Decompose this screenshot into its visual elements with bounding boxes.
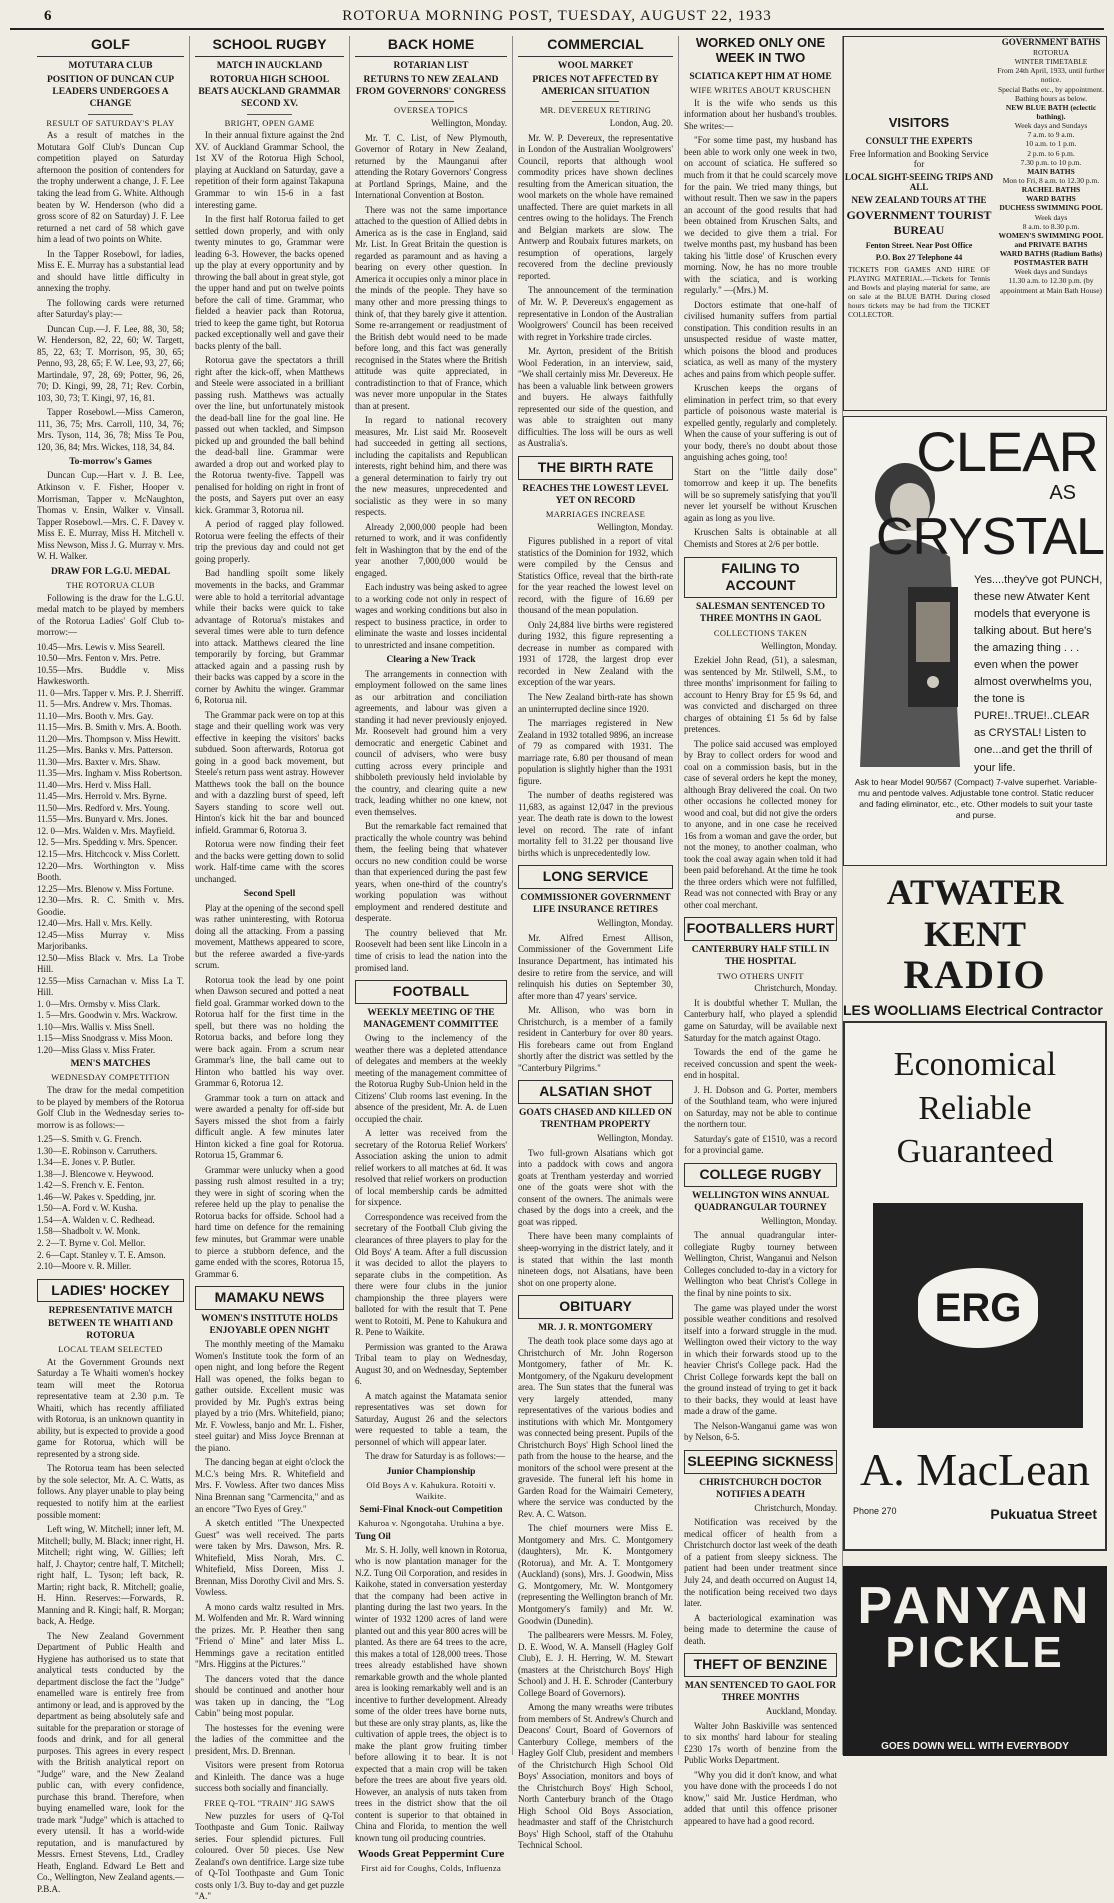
- paragraph: Bad handling spoilt some likely movements in the backs, and Grammar were able to hold a territorial advantage while their backs were quick to take advantage of Rotorua's mistakes and several times were able to turn defence into attack. Matthews cleared the line temporarily by forcing, but Grammar attacked again and a passing rush by their backs was capped by a score in the corner by Awhitu the winger. Grammar 6, Rotorua nil.: [195, 568, 344, 706]
- paragraph: The Nelson-Wanganui game was won by Nelson, 6-5.: [684, 1420, 837, 1443]
- baths-timetable: [996, 37, 1106, 295]
- dateline: London, Aug. 20.: [609, 118, 673, 129]
- timetable-line: Special Baths etc., by appointment. Bathing hours as below.: [997, 84, 1105, 103]
- mens-sub: WEDNESDAY COMPETITION: [51, 1072, 170, 1083]
- paragraph: New puzzles for users of Q-Tol Toothpaste and Gum Tonic. Railway series. Four splendid pictures. Full coloured. Over 50 pieces. Use New Zealand's own dentifrice. Large size tube of Q-Tol Toothpaste and Gum Tonic costs only 1/3. Buy to-day and get puzzle "A.": [195, 1810, 344, 1902]
- paragraph: Notification was received by the medical officer of health from a Christchurch doctor last week of the death of a patient from sleepy sickness. The patient had been under treatment since July 24, and death occurred on August 14, the notification being received two days later.: [684, 1517, 837, 1609]
- paragraph: A mono cards waltz resulted in Mrs. M. Wolfenden and Mr. R. Ward winning the prizes. Mr. P. Heather then sang "Friend o' Mine" and later Miss L. Hemmings gave a recitation entitled "Mrs. Higgins at the Pictures.": [195, 1601, 344, 1670]
- alsatian-section-head: ALSATIAN SHOT: [518, 1080, 673, 1104]
- divider: [408, 101, 454, 102]
- masthead: [10, 6, 1104, 30]
- paragraph: The death took place some days ago at Christchurch of Mr. John Rogerson Montgomery, father of Mr. K. Montgomery, of the Ngakuru development area. The Sun states that the funeral was very largely attended, many representatives of the various bodies and institutions with which Mr. Montgomery was connected being present. Pupils of the Christchurch Boys' High School lined the path from the house to the hearse, and the monitors of the school were present at the graveside. The funeral left his home in Garden Road for the Waimairi Cemetery, where the service was conducted by the Rev. A. C. Watson.: [518, 1336, 673, 1519]
- draw-line: 12.40—Mrs. Hall v. Mrs. Kelly.: [37, 918, 153, 929]
- paragraph: There was not the same importance attached to the question of Allied debts in America as is the case in England, said Mr. List. In Great Britain the question is regarded as paramount and as having a bearing on every other question. In America it occupies only a minor place in the minds of the people. They have so many other and more pressing things to think of, that they barely give it attention. Some re-arrangement or readjustment of the British debt would need to be made before long, and this fact was generally recognised in the States where the British attitude was quite appreciated, in contradistinction to that of France, which was never more unpopular in the States than at present.: [355, 204, 507, 411]
- failing-tag: COLLECTIONS TAKEN: [713, 627, 808, 638]
- golf-subhead: RESULT OF SATURDAY'S PLAY: [46, 117, 175, 128]
- paragraph: Duncan Cup.—J. F. Lee, 88, 30, 58; W. Henderson, 82, 22, 60; W. Targett, 85, 22, 63; T. Morrison, 95, 30, 65; Penno, 93, 28, 65; F. W. Lee, 93, 27, 66; Martindale, 97, 28, 69; Potter, 96, 26, 70; D. Kingi, 99, 28, 71; Rev. Corbin, 103, 30, 73; T. Kingi, 97, 16, 81.: [37, 323, 184, 403]
- footballers-tag: TWO OTHERS UNFIT: [717, 970, 804, 981]
- draw-line: 12.25—Mrs. Blenow v. Miss Fortune.: [37, 883, 174, 894]
- paragraph: In their annual fixture against the 2nd XV. of Auckland Grammar School, the 1st XV of the Rotorua High School, playing at Auckland on Saturday, gave a repetition of their form against Takapuna Grammar to win 15-6 in a fast interesting game.: [195, 130, 344, 210]
- dateline: Wellington, Monday.: [597, 918, 673, 929]
- paragraph: Kruschen Salts is obtainable at all Chemists and Stores at 2/6 per bottle.: [684, 527, 837, 549]
- paragraph: Start on the "little daily dose" tomorrow and keep it up. The benefits will be so supremely satisfying that you'll never let yourself be without Kruschen again as long as you live.: [684, 466, 837, 523]
- failing-headline: SALESMAN SENTENCED TO THREE MONTHS IN GAOL: [696, 602, 825, 625]
- birthrate-headline: REACHES THE LOWEST LEVEL YET ON RECORD: [522, 483, 669, 506]
- draw-line: 1.34—E. Jones v. P. Butler.: [37, 1157, 136, 1168]
- paragraph: Duncan Cup.—Hart v. J. B. Lee, Atkinson v. F. Fisher, Hooper v. Morrisman, Tapper v. McNaughton, Thomas v. Ensin, Walker v. Vinsall. Tapper Rosebowl.—Mrs. C. F. Davey v. Miss E. E. Murray, Miss H. Mitchell v. Miss Newson, Miss J. G. Murray v. Mrs. W. H. Walker.: [37, 470, 184, 562]
- paragraph: The New Zealand Government Department of Public Health and Hygiene has authorised us to state that analytical tests conducted by the department disclose the fact the "Judge" enamelled ware is entirely free from antimony or lead, and is approved by the department as being absolutely safe and suitable for the preparation or storage of foods and drink, and for all general purposes. This agrees in every respect with the British analytical report on "Judge" ware, and the New Zealand public can, with every confidence, purchase this brand. Therefore, when buying enamelled ware, look for the trade mark "Judge" which is attached to every utensil. It has a world-wide reputation, and is manufactured by Messrs. Ernest Stevens, Ltd., Cradley Heath, England. Edward Le Bett and Co., Wellington, New Zealand agents.—P.B.A.: [37, 1630, 184, 1894]
- draw-line: 1. 5—Mrs. Goodwin v. Mrs. Wackrow.: [37, 1010, 178, 1021]
- clear-ad-body: Yes....they've got PUNCH, these new Atwater Kent models that everyone is talking about. But here's the amazing thing . . . even when the power almost overwhelms you, the tone is PURE!..TRUE!..CLEAR as CRYSTAL! Listen to one...and get the thrill of your life.: [974, 574, 1103, 774]
- clear-ad-models: Ask to hear Model 90/567 (Compact) 7-valve superhet. Variable-mu and pentode valves. Adjustable tone control. Static reducer and fading eliminator, etc., etc. Other models to suit your taste and purse.: [854, 777, 1098, 821]
- kruschen-tag: WIFE WRITES ABOUT KRUSCHEN: [690, 85, 831, 96]
- golf-headline: POSITION OF DUNCAN CUP LEADERS UNDERGOES A CHANGE: [46, 75, 175, 110]
- draw-line: 12. 0—Mrs. Walden v. Mrs. Mayfield.: [37, 825, 176, 836]
- paragraph: In the first half Rotorua failed to get settled down properly, and with only twenty minutes to go, Grammar were leading 6-3. However, the backs opened up the play at every opportunity and by throwing the ball about in great style, got the upper hand and put on twelve points before the call of time. Grammar, who fielded a heavier pack than Rotorua, tried to keep the game tight, but Rotorua packed exceptionally well and gave their backs plenty of the ball.: [195, 214, 344, 351]
- draw-line: 1.30—E. Robinson v. Carruthers.: [37, 1145, 158, 1156]
- semi-line: Kahuroa v. Ngongotaha. Utuhina a bye.: [357, 1517, 505, 1528]
- obituary-section-head: OBITUARY: [518, 1295, 673, 1319]
- paragraph: The pallbearers were Messrs. M. Foley, D. E. Wood, W. A. Mansell (Hagley Golf Club), E. J. H. Herring, W. M. Stewart (masters at the Christchurch Boys' High School) and J. H. E. Schroder (Canterbury College Board of Governors).: [518, 1630, 673, 1698]
- paragraph: J. H. Dobson and G. Porter, members of the Southland team, who were injured on Saturday, may not be able to continue the northern tour.: [684, 1084, 837, 1130]
- draw-line: 1.54—A. Walden v. C. Redhead.: [37, 1214, 155, 1225]
- erg-logo: ERG: [918, 1268, 1038, 1348]
- slogan-reliable: Reliable: [918, 1089, 1032, 1127]
- erg-slogan: [845, 1043, 1105, 1174]
- paragraph: There have been many complaints of sheep-worrying in the district lately, and it is stated that within the last month nineteen dogs, not Alsatians, have been shot on one property alone.: [518, 1231, 673, 1288]
- paragraph: Permission was granted to the Arawa Tribal team to play on Wednesday, August 30, and on Wednesday, September 6.: [355, 1341, 507, 1387]
- paragraph: The announcement of the termination of Mr. W. P. Devereux's engagement as representative in London of the Australian Woolgrowers' Council has been received with regret in Yorkshire trade circles.: [518, 285, 673, 342]
- draw-line: 11.45—Mrs. Herrold v. Mrs. Byrne.: [37, 791, 167, 802]
- paragraph: A match against the Matamata senior representatives was set down for Saturday, August 26 and the selectors were requested to table a team, the personnel of which will appear later.: [355, 1390, 507, 1447]
- timetable-line: DUCHESS SWIMMING POOL: [999, 203, 1103, 213]
- football-section-head: FOOTBALL: [355, 980, 507, 1004]
- crystal-heading: CRYSTAL: [875, 508, 1104, 566]
- commercial-headline: WOOL MARKET: [557, 60, 634, 71]
- paragraph: A letter was received from the secretary of the Rotorua Relief Workers' Association asking the union to admit relief workers to all matches at 6d. It was resolved that relief workers on production of local membership cards be admitted for sixpence.: [355, 1128, 507, 1208]
- kruschen-headline: WORKED ONLY ONE WEEK IN TWO: [695, 35, 826, 65]
- paragraph: Mr. Ayrton, president of the British Wool Federation, in an interview, said, "We shall certainly miss Mr. Devereux. He has been a valuable link between growers and buyers. He always faithfully represented our side of the question, and was able to straighten out many difficulties. The loss will be ours as well as Australia's.: [518, 346, 673, 449]
- paragraph: "For some time past, my husband has been able to work only one week in two, on account of sciatica. He suffered so much from it that he could scarcely move for the pain. We tried many things, but without result. Then we saw in the papers an account of the good results that had been obtained from Kruschen Salts, and we decided to give them a trial. For twelve months past, my husband has been taking his 'little dose' of Kruschen every morning. Now, he has no more trouble with the sciatica, and is working regularly." —(Mrs.) M.: [684, 135, 837, 296]
- paragraph: The game was played under the worst possible weather conditions and resolved itself into a forward struggle in the mud. Wellington owed their victory to the way in which their forwards stood up to the heavier Christ's College pack. Had the Christ College forwards kept the ball on the ground instead of trying to get it back to their backs, they would at least have made a draw of the game.: [684, 1302, 837, 1417]
- timetable-line: POSTMASTER BATH: [1013, 258, 1089, 268]
- paragraph: Doctors estimate that one-half of civilised humanity suffers from partial constipation. This condition results in an unsuspected residue of waste matter, which poisons the blood and produces sciatica, as well as many of the mystery aches and pains from which people suffer.: [684, 299, 837, 379]
- draw-line: 11.50—Mrs. Redford v. Mrs. Young.: [37, 802, 170, 813]
- draw-line: 12.20—Mrs. Worthington v. Miss Booth.: [37, 860, 184, 883]
- dateline: Wellington, Monday.: [597, 1133, 673, 1144]
- backhome-subhead: RETURNS TO NEW ZEALAND FROM GOVERNORS' CONGRESS: [356, 75, 506, 98]
- tung-head: Tung Oil: [355, 1531, 391, 1542]
- birthrate-section-head: THE BIRTH RATE: [518, 456, 673, 480]
- advertisements-column: [843, 36, 1107, 1755]
- tickets-text: TICKETS FOR GAMES AND HIRE OF PLAYING MATERIAL.—Tickets for Tennis and Bowls and playing material for same, are on sale at the BLUE BATH. During closed hours tickets may be had from the TICKET COLLECTOR.: [848, 265, 990, 319]
- timetable-line: From 24th April, 1933, until further notice.: [997, 66, 1105, 85]
- divider: [88, 114, 132, 115]
- draw-line: 11.15—Mrs. B. Smith v. Mrs. A. Booth.: [37, 722, 182, 733]
- rugby-section-head: SCHOOL RUGBY: [195, 36, 344, 57]
- commercial-tag: MR. DEVEREUX RETIRING: [539, 105, 652, 116]
- divider: [572, 101, 619, 102]
- panyan-slogan: GOES DOWN WELL WITH EVERYBODY: [881, 1741, 1069, 1752]
- draw-line: 1.15—Miss Snodgrass v. Miss Moon.: [37, 1033, 173, 1044]
- free-info-line: Free Information and Booking Service for: [849, 149, 989, 169]
- paragraph: Saturday's gate of £1510, was a record for a provincial game.: [684, 1133, 837, 1156]
- paragraph: The dancers voted that the dance should be continued and another hour was taken up in dancing, the "Log Cabin" being most popular.: [195, 1673, 344, 1719]
- maclean-name: A. MacLean: [860, 1444, 1090, 1495]
- junior-line: Old Boys A v. Kahukura. Rotoiti v. Waikite.: [366, 1479, 496, 1501]
- draw-line: 1.58—Shadbolt v. W. Monk.: [37, 1226, 141, 1237]
- draw-line: 11.35—Mrs. Ingham v. Miss Robertson.: [37, 768, 183, 779]
- timetable-line: 7 a.m. to 9 a.m.: [1027, 130, 1075, 140]
- paragraph: A sketch entitled "The Unexpected Guest" was well received. The parts were taken by Mrs. Dawson, Mrs. R. Whitefield, Miss Norah, Mrs. C. Whitefield, Miss Doreen, Miss J. Brennan, Miss Dorothy Civil and Mrs. S. Vowless.: [195, 1518, 344, 1598]
- paragraph: Mr. S. H. Jolly, well known in Rotorua, who is now plantation manager for the N.Z. Tung Oil Corporation, and resides in Kaikohe, stated in conversation yesterday that the company had been active in planting during the last two years. In the winter of 1932 1200 acres of land were planted out and this year 800 acres will be planted. As there are 64 trees to the acre, this makes a total of 128,000 trees. Those trees already established have shown remarkable growth and the whole planted area is looking remarkably well and is an incentive to further development. Already some of the older trees have borne nuts, but these are only stray plants, as, like the cultivation of apple trees, the object is to make the plant grow fruiting timber before allowing it to bear. It is not expected that a main crop will be taken before the trees are about five years old. However, an analysis of nuts taken from trees in the district show that the oil content is superior to that obtained in China and Florida, to mention the well known tung oil producing countries.: [355, 1544, 507, 1843]
- paragraph: The annual quadrangular inter-collegiate Rugby tourney between Wellington, Christ, Wanganui and Nelson Colleges concluded to-day in a victory for Wellington who beat Christ's College in the final by nine points to six.: [684, 1230, 837, 1298]
- draw-line: 11.25—Mrs. Banks v. Mrs. Patterson.: [37, 745, 173, 756]
- draw-line: 1. 0—Mrs. Ormsby v. Miss Clark.: [37, 998, 161, 1009]
- paragraph: Two full-grown Alsatians which got into a paddock with cows and angora goats at Trentham yesterday and worried one of the goats were shot with the consent of the owners. The animals were chased by the dogs into a creek, and the goat was ripped.: [518, 1147, 673, 1227]
- paragraph: Among the many wreaths were tributes from members of St. Andrew's Church and Deacons' Court, Board of Governors of Canterbury College, members of the Hagley Golf Club, president and members of the Christchurch High School Old Boys' Association, monitors and boys of the Christchurch Boys' High School, North Canterbury branch of the Otago High School Old Boys Association, headmaster and staff of the Christchurch Boys' High School, staff of the Otahuhu Technical School.: [518, 1702, 673, 1851]
- draw-line: 1.38—J. Blencowe v. Heywood.: [37, 1168, 154, 1179]
- tourist-bureau-block: [844, 107, 994, 322]
- semi-head: Semi-Final Knock-out Competition: [359, 1504, 503, 1515]
- timetable-line: WARD BATHS (Radium Baths): [999, 249, 1103, 259]
- paragraph: In the Tapper Rosebowl, for ladies, Miss E. E. Murray has a substantial lead and should have little difficulty in annexing the trophy.: [37, 248, 184, 294]
- paragraph: Rotorua were now finding their feet and the backs were getting down to solid work. Half-time came with the scores unchanged.: [195, 839, 344, 884]
- paragraph: Rotorua took the lead by one point when Dawson secured and potted a neat field goal. Grammar worked down to the Rotorua half for the first time in the spell, but there was no holding the Rotorua backs, and before long they were back again. From a scrum near Grammar's line, the ball came out to Hinton who battled his way over. Grammar 6, Rotorua 12.: [195, 974, 344, 1089]
- timetable-line: WINTER TIMETABLE: [1014, 57, 1088, 67]
- paragraph: Figures published in a report of vital statistics of the Dominion for 1932, which were compiled by the Census and Statistics Office, reveal that the birth-rate for the year reached the lowest level on record, with the figure of 16.69 per thousand of the mean population.: [518, 536, 673, 616]
- timetable-line: Week days: [1034, 212, 1068, 222]
- hockey-section-head: LADIES' HOCKEY: [37, 1279, 184, 1303]
- paragraph: The arrangements in connection with employment followed on the same lines as our arbitration and conciliation agreements, and labour was given a standing it had never previously enjoyed. Mr. Roosevelt had ground him a very democratic and energetic Cabinet and council of advisers, who were busy cutting across every principle and shibboleth previously held inviolable by the country, and clearing quite a new track, leading whither no one knew, not even themselves.: [355, 668, 507, 817]
- college-section-head: COLLEGE RUGBY: [684, 1163, 837, 1187]
- rugby-tag: BRIGHT, OPEN GAME: [224, 117, 315, 128]
- consult-line: CONSULT THE EXPERTS: [865, 136, 973, 146]
- kruschen-subhead: SCIATICA KEPT HIM AT HOME: [689, 71, 832, 82]
- draw-line: 1.20—Miss Glass v. Miss Frater.: [37, 1044, 156, 1055]
- draw-head: DRAW FOR L.G.U. MEDAL: [50, 566, 171, 577]
- obituary-headline: MR. J. R. MONTGOMERY: [538, 1322, 653, 1333]
- timetable-line: RACHEL BATHS: [1021, 185, 1081, 195]
- paragraph: Owing to the inclemency of the weather there was a depleted attendance of delegates and members at the weekly meeting of the management committee of the Rotorua Rugby Sub-Union held in the Citizens' Club rooms last evening. In the absence of the president, Mr. A. de Luen occupied the chair.: [355, 1033, 507, 1124]
- golf-section-head: GOLF: [37, 36, 184, 57]
- government-baths-ad: [843, 36, 1107, 411]
- dateline: Wellington, Monday.: [761, 1215, 837, 1226]
- paragraph: Grammar were unlucky when a good passing rush almost resulted in a try; they were in sight of scoring when the referee held up the play to penalise the Rotorua backs for offside. School had a hard time on defence for the remaining few minutes, but Grammar were unable to pierce a stubborn defence, and the game ended with the scores, Rotorua 15, Grammar 6.: [195, 1164, 344, 1279]
- draw-line: 1.42—S. French v. E. Fenton.: [37, 1180, 145, 1191]
- radio-logo: RADIO: [903, 952, 1047, 997]
- paragraph: The following cards were returned after Saturday's play:—: [37, 297, 184, 320]
- paragraph: The New Zealand birth-rate has shown an uninterrupted decline since 1920.: [518, 692, 673, 714]
- paragraph: At the Government Grounds next Saturday a Te Whaiti women's hockey team will meet the Rotorua representative team at 2.30 p.m. Te Whaiti, which has recently affiliated with Rotorua, is an unknown quantity in ability, but is expected to provide a good game for Rotorua, which will be represented by a strong side.: [37, 1356, 184, 1459]
- draw-line: 11.40—Mrs. Herd v. Miss Hall.: [37, 779, 152, 790]
- draw-line: 12.30—Mrs. R. C. Smith v. Mrs. Goodie.: [37, 895, 184, 917]
- dealer-name: LES WOOLLIAMS Electrical Contractor: [843, 1002, 1103, 1018]
- longservice-section-head: LONG SERVICE: [518, 865, 673, 889]
- paragraph: Rotorua gave the spectators a thrill right after the kick-off, when Matthews and Steele were associated in a brilliant passing rush. Matthews was actually over the line, but unfortunately mistook the dead-ball line for the goal line. He passed out when tackled, and Simpson picked up and grounded the ball behind the dead-ball line. Grammar were awarded a drop out and worked play to the Rotorua twenty-five. Tappell was penalised for holding on right in front of the posts, and Sayers put over an easy kick. Grammar 3, Rotorua nil.: [195, 355, 344, 515]
- paragraph: Walter John Baskiville was sentenced to six months' hard labour for stealing £230 17s worth of benzine from the Public Works Department.: [684, 1720, 837, 1766]
- paragraph: "Why you did it don't know, and what you have done with the proceeds I do not know," said Mr. Justice Herdman, who added that until this offence prisoner appeared to have had a good record.: [684, 1769, 837, 1826]
- panyan-word: PANYAN: [857, 1577, 1093, 1635]
- college-headline: WELLINGTON WINS ANNUAL QUADRANGULAR TOURNEY: [692, 1190, 829, 1213]
- atwater-kent-radio-ad: [843, 871, 1107, 1018]
- paragraph: The police said accused was employed by Bray to collect orders for wood and coal on a commission basis, but in the case of several orders he kept the money, although Bray delivered the coal. On two other occasions he collected money for wood and coal, but did not give the orders to anyone, and in one case he received 16s from a woman and gave the order, but not the money, to another coalman, who took the coal away again when told it had been paid beforehand. At the time he took the three orders which were not fulfilled, Read was not connected with Bray or any other coal merchant.: [684, 738, 837, 910]
- draw-line: 11. 0—Mrs. Tapper v. Mrs. P. J. Sherriff.: [37, 687, 184, 698]
- timetable-line: Week days and Sundays: [1014, 267, 1088, 277]
- clear-heading: CLEAR: [916, 420, 1098, 483]
- column-commercial: [513, 36, 679, 1851]
- column-rugby-mamaku: [190, 36, 350, 1902]
- longservice-headline: COMMISSIONER GOVERNMENT LIFE INSURANCE RETIRES: [520, 893, 671, 916]
- draw-line: 12. 5—Mrs. Spedding v. Mrs. Spencer.: [37, 837, 178, 848]
- rugby-headline: MATCH IN AUCKLAND: [216, 60, 323, 71]
- newspaper-title: ROTORUA MORNING POST, TUESDAY, AUGUST 22, 1933: [342, 8, 772, 24]
- paragraph: Following is the draw for the L.G.U. medal match to be played by members of the Rotorua Ladies' Golf Club to-morrow:—: [37, 592, 184, 638]
- page-number: 6: [44, 8, 52, 24]
- paragraph: Each industry was being asked to agree to a working code not only in respect of wages and working conditions but also in respect to business practice, in order to eliminate the waste and losses incidental to unrestricted and insane competition.: [355, 582, 507, 650]
- footballers-section-head: FOOTBALLERS HURT: [684, 917, 837, 941]
- golf-club: MOTUTARA CLUB: [68, 60, 153, 71]
- bureau-line: GOVERNMENT TOURIST BUREAU: [846, 208, 992, 237]
- paragraph: Tapper Rosebowl.—Miss Cameron, 111, 36, 75; Mrs. Carroll, 110, 34, 76; Mrs. Tyson, 114, 36, 78; Miss Te Pou, 120, 36, 84; Mrs. Wickes, 118, 34, 84.: [37, 407, 184, 452]
- paragraph: The dancing began at eight o'clock the M.C.'s being Mrs. R. Whitefield and Mrs. F. Vowless. After two dances Miss Nina Brennan sang "Carmencita," and as an encore "Two Eyes of Grey.": [195, 1457, 344, 1514]
- draw-line: 12.55—Miss Carnachan v. Miss La T. Hill.: [37, 975, 184, 998]
- timetable-line: 11.30 a.m. to 12.30 p.m. (by appointment at Main Bath House): [999, 276, 1103, 295]
- pickle-word: PICKLE: [885, 1628, 1065, 1677]
- backhome-headline: ROTARIAN LIST: [393, 60, 469, 71]
- paragraph: The monthly meeting of the Mamaku Women's Institute took the form of an open night, and long before the Regent Hall was opened, the folks began to gather outside. Excellent music was provided by Mr. Pugh's extras being played by a trio (Mrs. Whitefield, piano; Mr. F. Vowless, banjo and Mr. L. Fisher, steel guitar) and Miss Joyce Brennan at the piano.: [195, 1339, 344, 1453]
- paragraph: Towards the end of the game he received concussion and spent the week-end in hospital.: [684, 1047, 837, 1081]
- draw-line: 10.45—Mrs. Lewis v. Miss Searell.: [37, 641, 165, 652]
- draw-line: 1.50—A. Ford v. W. Kusha.: [37, 1203, 138, 1214]
- slogan-economical: Economical: [893, 1046, 1057, 1083]
- slogan-guaranteed: Guaranteed: [896, 1133, 1054, 1171]
- draw-line: 12.50—Miss Black v. Mrs. La Trobe Hill.: [37, 952, 184, 975]
- dateline: Wellington, Monday.: [431, 118, 507, 129]
- draw-line: 11.55—Mrs. Bunyard v. Mrs. Jones.: [37, 814, 168, 825]
- paragraph: Visitors were present from Rotorua and Kinleith. The dance was a huge success both socially and financially.: [195, 1760, 344, 1794]
- visitors-heading: VISITORS: [888, 115, 950, 130]
- woods-ad-head: Woods Great Peppermint Cure: [357, 1848, 505, 1861]
- timetable-line: 10 a.m. to 1 p.m.: [1025, 139, 1077, 149]
- timetable-line: NEW BLUE BATH (eclectic bathing).: [1005, 102, 1097, 121]
- paragraph: The marriages registered in New Zealand in 1932 totalled 9896, an increase of 79 as compared with 1931. The marriage rate, 6.80 per thousand of mean population is slightly higher than the 1931 figure.: [518, 718, 673, 786]
- benzine-headline: MAN SENTENCED TO GAOL FOR THREE MONTHS: [684, 1681, 837, 1704]
- hockey-sub: LOCAL TEAM SELECTED: [58, 1343, 163, 1354]
- draw-line: 11.10—Mrs. Booth v. Mrs. Gay.: [37, 710, 154, 721]
- maclean-contact: [853, 1506, 1097, 1522]
- backhome-section-head: BACK HOME: [355, 36, 507, 57]
- tomorrow-head: To-morrow's Games: [69, 457, 152, 468]
- footballers-headline: CANTERBURY HALF STILL IN THE HOSPITAL: [691, 945, 830, 968]
- commercial-section-head: COMMERCIAL: [518, 36, 673, 57]
- football-headline: WEEKLY MEETING OF THE MANAGEMENT COMMITTEE: [363, 1007, 499, 1031]
- atwater-kent-clear-ad: [843, 416, 1107, 866]
- maclean-phone: Phone 270: [853, 1506, 897, 1516]
- maclean-street: Pukuatua Street: [990, 1506, 1097, 1522]
- draw-line: 11. 5—Mrs. Andrew v. Mrs. Thomas.: [37, 699, 172, 710]
- junior-head: Junior Championship: [386, 1466, 476, 1477]
- timetable-line: 2 p.m. to 6 p.m.: [1027, 148, 1075, 158]
- second-spell-head: Second Spell: [243, 889, 296, 900]
- paragraph: The number of deaths registered was 11,683, as against 12,047 in the previous year. The death rate is down to the lowest level on record. The rate of infant mortality fell to 31.22 per thousand live births which is unprecedentedly low.: [518, 790, 673, 858]
- timetable-line: Week days and Sundays: [1014, 121, 1088, 131]
- backhome-tag: OVERSEA TOPICS: [393, 105, 469, 116]
- paragraph: Correspondence was received from the secretary of the Football Club giving the clearances of three players to play for the Old Boys' A team. After a full discussion it was decided to allot the players to separate clubs in the competition. As there were four clubs in the junior championship the three players were balloted for with the result that T. Pene went to Rotoiti, M. Pene to Kahukura and R. Pene to Waikite.: [355, 1211, 507, 1338]
- paragraph: A period of ragged play followed. Rotorua were feeling the effects of their trip the previous day and could not get going properly.: [195, 519, 344, 564]
- alsatian-headline: GOATS CHASED AND KILLED ON TRENTHAM PROPERTY: [519, 1108, 672, 1131]
- paragraph: A bacteriological examination was being made to determine the cause of death.: [684, 1612, 837, 1646]
- timetable-line: MAIN BATHS: [1027, 166, 1075, 176]
- draw-line: 1.10—Mrs. Wallis v. Miss Snell.: [37, 1021, 155, 1032]
- erg-battery-ad: [843, 1021, 1107, 1551]
- rugby-subhead: ROTORUA HIGH SCHOOL BEATS AUCKLAND GRAMMAR SECOND XV.: [198, 75, 341, 110]
- battery-illustration: [873, 1203, 1083, 1428]
- dateline: Christchurch, Monday.: [754, 983, 837, 994]
- paragraph: Already 2,000,000 people had been returned to work, and it was confidently felt in Washington that by the end of the year another 7,000,000 would be engaged.: [355, 521, 507, 578]
- paragraph: The country believed that Mr. Roosevelt had been sent like Lincoln in a time of crisis to lead the nation into the promised land.: [355, 927, 507, 973]
- sleeping-headline: CHRISTCHURCH DOCTOR NOTIFIES A DEATH: [699, 1477, 822, 1500]
- draw-line: 2. 2—T. Byrne v. Col. Mellor.: [37, 1238, 146, 1248]
- paragraph: Only 24,884 live births were registered during 1932, this figure representing a decrease in number as compared with 1931 of 1728, the largest drop ever recorded in New Zealand with the exception of the war years.: [518, 619, 673, 688]
- dateline: Auckland, Monday.: [765, 1706, 837, 1717]
- atwater-kent-logo: ATWATER KENT: [886, 872, 1064, 954]
- address-line-1: Fenton Street. Near Post Office: [865, 241, 973, 250]
- draw-line: 12.15—Mrs. Hitchcock v. Miss Corlett.: [37, 848, 180, 859]
- draw-club: THE ROTORUA CLUB: [66, 579, 155, 590]
- paragraph: As a result of matches in the Motutara Golf Club's Duncan Cup competition played on Saturday afternoon the position of contenders for the trophy underwent a change, J. F. Lee taking the lead from G. White. Although beaten by W. Henderson (who did a gross score of 82 on Saturday) J. F. Lee returned a net card of 58 which gave him a lead of two points on White.: [37, 130, 184, 245]
- paragraph: The chief mourners were Miss E. Montgomery and Mrs. C. Montgomery (daughters), Mr. K. Montgomery (Rotorua), and Mr. A. T. Montgomery (Auckland) (sons), Mrs. J. Goodwin, Miss G. Montgomery, Mr. W. Montgomery (representing the Wellington branch of Mr. Montgomery's family) and Mr. W. Goodwin (Dunedin).: [518, 1523, 673, 1626]
- sleeping-section-head: SLEEPING SICKNESS: [684, 1450, 837, 1474]
- nz-tours-line: NEW ZEALAND TOURS AT THE: [851, 195, 987, 205]
- mamaku-headline: WOMEN'S INSTITUTE HOLDS ENJOYABLE OPEN NIGHT: [201, 1313, 338, 1337]
- paragraph: Ezekiel John Read, (51), a salesman, was sentenced by Mr. Stilwell, S.M., to three months' imprisonment for failing to account to Henry Bray for £5 9s 6d, and was convicted and discharged on three charges of obtaining £1 5s 6d by false pretences.: [684, 655, 837, 735]
- paragraph: Mr. Allison, who was born in Christchurch, is a member of a family resident in Canterbury for over 80 years. His forebears came out from England shortly after the district was settled by the "Canterbury Pilgrims.": [518, 1005, 673, 1073]
- dateline: Christchurch, Monday.: [754, 1502, 837, 1513]
- draw-line: 12.45—Miss Murray v. Miss Marjoribanks.: [37, 929, 184, 952]
- paragraph: Mr. T. C. List, of New Plymouth, Governor of Rotary in New Zealand, returned by the Maunganui after attending the Rotary Governors' Congress at Portland Springs, Maine, and the International Convention at Boston.: [355, 132, 507, 201]
- address-line-2: P.O. Box 27 Telephone 44: [875, 253, 963, 262]
- column-news-briefs: [679, 35, 843, 1826]
- local-trips-line: LOCAL SIGHT-SEEING TRIPS AND ALL: [844, 172, 994, 192]
- timetable-line: ROTORUA: [1032, 47, 1070, 57]
- draw-line: 2. 6—Capt. Stanley v. T. E. Amson.: [37, 1249, 166, 1260]
- timetable-line: 7.30 p.m. to 10 p.m.: [1020, 157, 1082, 167]
- draw-line: 10.55—Mrs. Buddle v. Miss Hawkesworth.: [37, 664, 184, 687]
- draw-line: 10.50—Mrs. Fenton v. Mrs. Petre.: [37, 653, 161, 664]
- paragraph: In regard to national recovery measures, Mr. List said Mr. Roosevelt had succeeded in getting all sections, including the capitalists and Republican interests, right behind him, and there was a general determination to fairly try out the new measures, unprecedented and socialistic as they were in so many respects.: [355, 415, 507, 518]
- paragraph: It is the wife who sends us this information about her husband's troubles. She writes:—: [684, 97, 837, 131]
- draw-line: 1.25—S. Smith v. G. French.: [37, 1134, 142, 1145]
- paragraph: Mr. Alfred Ernest Allison, Commissioner of the Government Life Insurance Department, has intimated his desire to retire from the service, and will relinquish his duties on September 30, after more than 47 years' service.: [518, 932, 673, 1001]
- draw-line: 11.30—Mrs. Baxter v. Mrs. Shaw.: [37, 756, 161, 767]
- mens-head: MEN'S MATCHES: [70, 1059, 151, 1070]
- paragraph: Mr. W. P. Devereux, the representative in London of the Australian Woolgrowers' Council, reports that although wool commodity prices have shown declines resulting from the American situation, the wool markets on the whole have remained unaffected. There are quiet markets in all centres owing to the holidays. The French and Belgian markets are slow. The Antwerp and Roubaix futures markets, on resumption of operations, largely recovered from the decline previously reported.: [518, 132, 673, 281]
- paragraph: Kruschen keeps the organs of elimination in perfect trim, so that every particle of poisonous waste material is expelled gently, regularly and completely. When the cause of your suffering is out of your body, there's no doubt about those anguishing aches going, too!: [684, 383, 837, 463]
- commercial-subhead: PRICES NOT AFFECTED BY AMERICAN SITUATION: [532, 75, 659, 98]
- paragraph: But the remarkable fact remained that practically the whole country was behind them, the feeling being that whatever occurs no new condition could be worse than that experienced during the past few years, when one-third of the country's working population was without employment and rendered destitute and desperate.: [355, 821, 507, 924]
- mamaku-section-head: MAMAKU NEWS: [195, 1286, 344, 1310]
- draw-line: 2.10—Moore v. R. Miller.: [37, 1261, 132, 1272]
- paragraph: The hostesses for the evening were the ladies of the committee and the president, Mrs. D. Brennan.: [195, 1722, 344, 1756]
- paragraph: The draw for Saturday is as follows:—: [365, 1451, 505, 1462]
- puzzle-head: FREE Q-TOL "TRAIN" JIG SAWS: [204, 1797, 335, 1808]
- draw-line: 1.46—W. Pakes v. Spedding, jnr.: [37, 1191, 156, 1202]
- paragraph: Play at the opening of the second spell was rather uninteresting, with Rotorua doing all the attacking. From a passing movement, Matthews appeared to score, but the referee awarded a five-yards scrum.: [195, 902, 344, 971]
- timetable-line: Mon to Fri, 8 a.m. to 12.30 p.m.: [1002, 175, 1100, 185]
- birthrate-tag: MARRIAGES INCREASE: [545, 508, 646, 519]
- paragraph: Grammar took a turn on attack and were awarded a penalty for off-side but Sayers missed the shot from a fairly difficult angle. A few minutes later Hinton kicked a fine goal for Rotorua. Rotorua 15, Grammar 6.: [195, 1092, 344, 1161]
- hockey-headline: REPRESENTATIVE MATCH BETWEEN TE WHAITI AND ROTORUA: [47, 1306, 174, 1341]
- timetable-line: WOMEN'S SWIMMING POOL and PRIVATE BATHS: [998, 230, 1104, 249]
- timetable-line: 8 a.m. to 8.30 p.m.: [1022, 221, 1080, 231]
- track-head: Clearing a New Track: [386, 655, 476, 666]
- dateline: Wellington, Monday.: [761, 640, 837, 651]
- radio-listener-illustration: [850, 437, 970, 767]
- baths-header: GOVERNMENT BATHS: [1001, 37, 1101, 47]
- timetable-line: WARD BATHS: [1026, 194, 1076, 204]
- woods-ad-line: First aid for Coughs, Colds, Influenza: [360, 1863, 502, 1874]
- dateline: Wellington, Monday.: [597, 521, 673, 532]
- column-backhome-football: [350, 36, 513, 1874]
- panyan-pickle-ad: [843, 1566, 1107, 1756]
- draw-line: 11.20—Mrs. Thompson v. Miss Hewitt.: [37, 733, 181, 744]
- paragraph: Left wing, W. Mitchell; inner left, M. Mitchell; bully, M. Black; inner right, H. Mitchell; right wing, W. Gillies; left half, J. Chaytor; centre half, T. Mitchell; right half, L. Tyson; left back, R. Martin; right back, R. Mitchell; goalie, H. Hinn. Reserves:—Forwards, R. Manning and R. Kingi; half, R. Morgan; back, A. Hedge.: [37, 1524, 184, 1627]
- benzine-section-head: THEFT OF BENZINE: [684, 1653, 837, 1677]
- paragraph: The Rotorua team has been selected by the sole selector, Mr. A. C. Watts, as follows. Any player unable to play being requested to notify him at the earliest possible moment:: [37, 1463, 184, 1520]
- divider: [247, 114, 292, 115]
- failing-section-head: FAILING TO ACCOUNT: [684, 557, 837, 599]
- paragraph: The Grammar pack were on top at this stage and their quelling work was very effective in keeping the visitors' backs subdued. Soon afterwards, Rotorua got going in a good back movement, but Steele's return pass went astray. However Matthews took the ball on the bounce and with a dazzling burst of speed, left Sayers standing to score well out. Hinton's kick hit the bar and bounced infield. Grammar 6, Rotorua 3.: [195, 709, 344, 835]
- paragraph: The draw for the medal competition to be played by members of the Rotorua Golf Club in the Wednesday series to-morrow is as follows:—: [37, 1085, 184, 1130]
- column-golf-hockey: [32, 36, 190, 1894]
- paragraph: It is doubtful whether T. Mullan, the Canterbury half, who played a splendid game on Saturday, will be available next Saturday for the match against Otago.: [684, 997, 837, 1043]
- as-heading: AS: [1049, 482, 1076, 504]
